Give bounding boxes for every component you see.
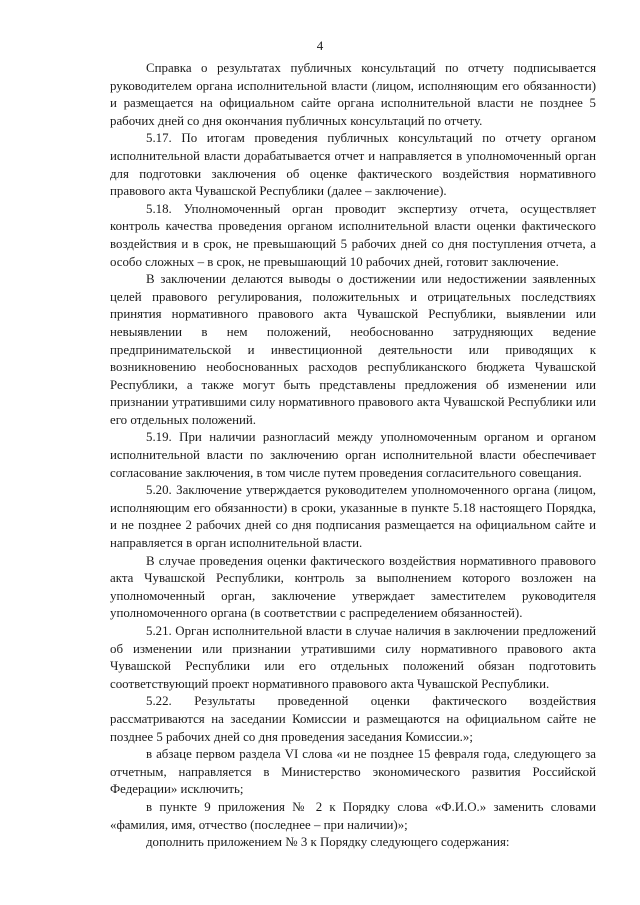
paragraph-5-17: 5.17. По итогам проведения публичных консультаций по отчету органом исполнительной власти дорабатывается отчет и направляется в уполномоченный орган для подготовки заключения об оценке фактического воздействия нормативного правового акта Чувашской Республики (далее – заключение).	[110, 131, 596, 199]
paragraph-appendix-2-amendment: в пункте 9 приложения № 2 к Порядку слова «Ф.И.О.» заменить словами «фамилия, имя, отчество (последнее – при наличии)»;	[110, 799, 596, 832]
paragraph-5-19: 5.19. При наличии разногласий между уполномоченным органом и органом исполнительной власти по заключению орган исполнительной власти обеспечивает согласование заключения, в том числе путем проведения согласительного совещания.	[110, 430, 596, 480]
page-number: 4	[316, 38, 324, 53]
paragraph-section-vi-amendment: в абзаце первом раздела VI слова «и не позднее 15 февраля года, следующего за отчетным, направляется в Министерство экономического развития Российской Федерации» исключить;	[110, 747, 596, 797]
paragraph-5-20: 5.20. Заключение утверждается руководителем уполномоченного органа (лицом, исполняющим его обязанности) в сроки, указанные в пункте 5.18 настоящего Порядка, и не позднее 2 рабочих дней со дня подписания размещается на официальном сайте и направляется в орган исполнительной власти.	[110, 483, 596, 551]
paragraph-control-assignment: В случае проведения оценки фактического воздействия нормативного правового акта Чувашской Республики, контроль за выполнением которого возложен на уполномоченный орган, заключение утверждает заместителем руководителя уполномоченного органа (в соответствии с распределением обязанностей).	[110, 553, 596, 621]
paragraph-appendix-3-addition: дополнить приложением № 3 к Порядку следующего содержания:	[146, 835, 510, 850]
paragraph-consultation-report: Справка о результатах публичных консультаций по отчету подписывается руководителем органа исполнительной власти (лицом, исполняющим его обязанности) и размещается на официальном сайте органа исполнительной власти не позднее 5 рабочих дней со дня окончания публичных консультаций по отчету.	[110, 61, 596, 128]
paragraph-5-18: 5.18. Уполномоченный орган проводит экспертизу отчета, осуществляет контроль качества проведения органом исполнительной власти оценки фактического воздействия и в срок, не превышающий 5 рабочих дней со дня поступления отчета, а особо сложных – в срок, не превышающий 10 рабочих дней, готовит заключение.	[110, 201, 596, 269]
paragraph-conclusion-findings: В заключении делаются выводы о достижении или недостижении заявленных целей правового регулирования, положительных и отрицательных последствиях принятия нормативного правового акта Чувашской Республики, выявлении или невыявлении в нем положений, необоснованно затрудняющих ведение предпринимательской и инвестиционной деятельности или приводящих к возникновению необоснованных расходов республиканского бюджета Чувашской Республики, а также могут быть представлены предложения об изменении или признании утратившими силу нормативного правового акта Чувашской Республики или его отдельных положений.	[110, 272, 596, 427]
document-body	[110, 60, 596, 852]
paragraph-5-22: 5.22. Результаты проведенной оценки фактического воздействия рассматриваются на заседании Комиссии и размещаются на официальном сайте не позднее 5 рабочих дней со дня проведения заседания Комиссии.»;	[110, 694, 596, 744]
paragraph-5-21: 5.21. Орган исполнительной власти в случае наличия в заключении предложений об изменении или признании утратившими силу нормативного правового акта Чувашской Республики или его отдельных положений обязан подготовить соответствующий проект нормативного правового акта Чувашской Республики.	[110, 624, 596, 691]
